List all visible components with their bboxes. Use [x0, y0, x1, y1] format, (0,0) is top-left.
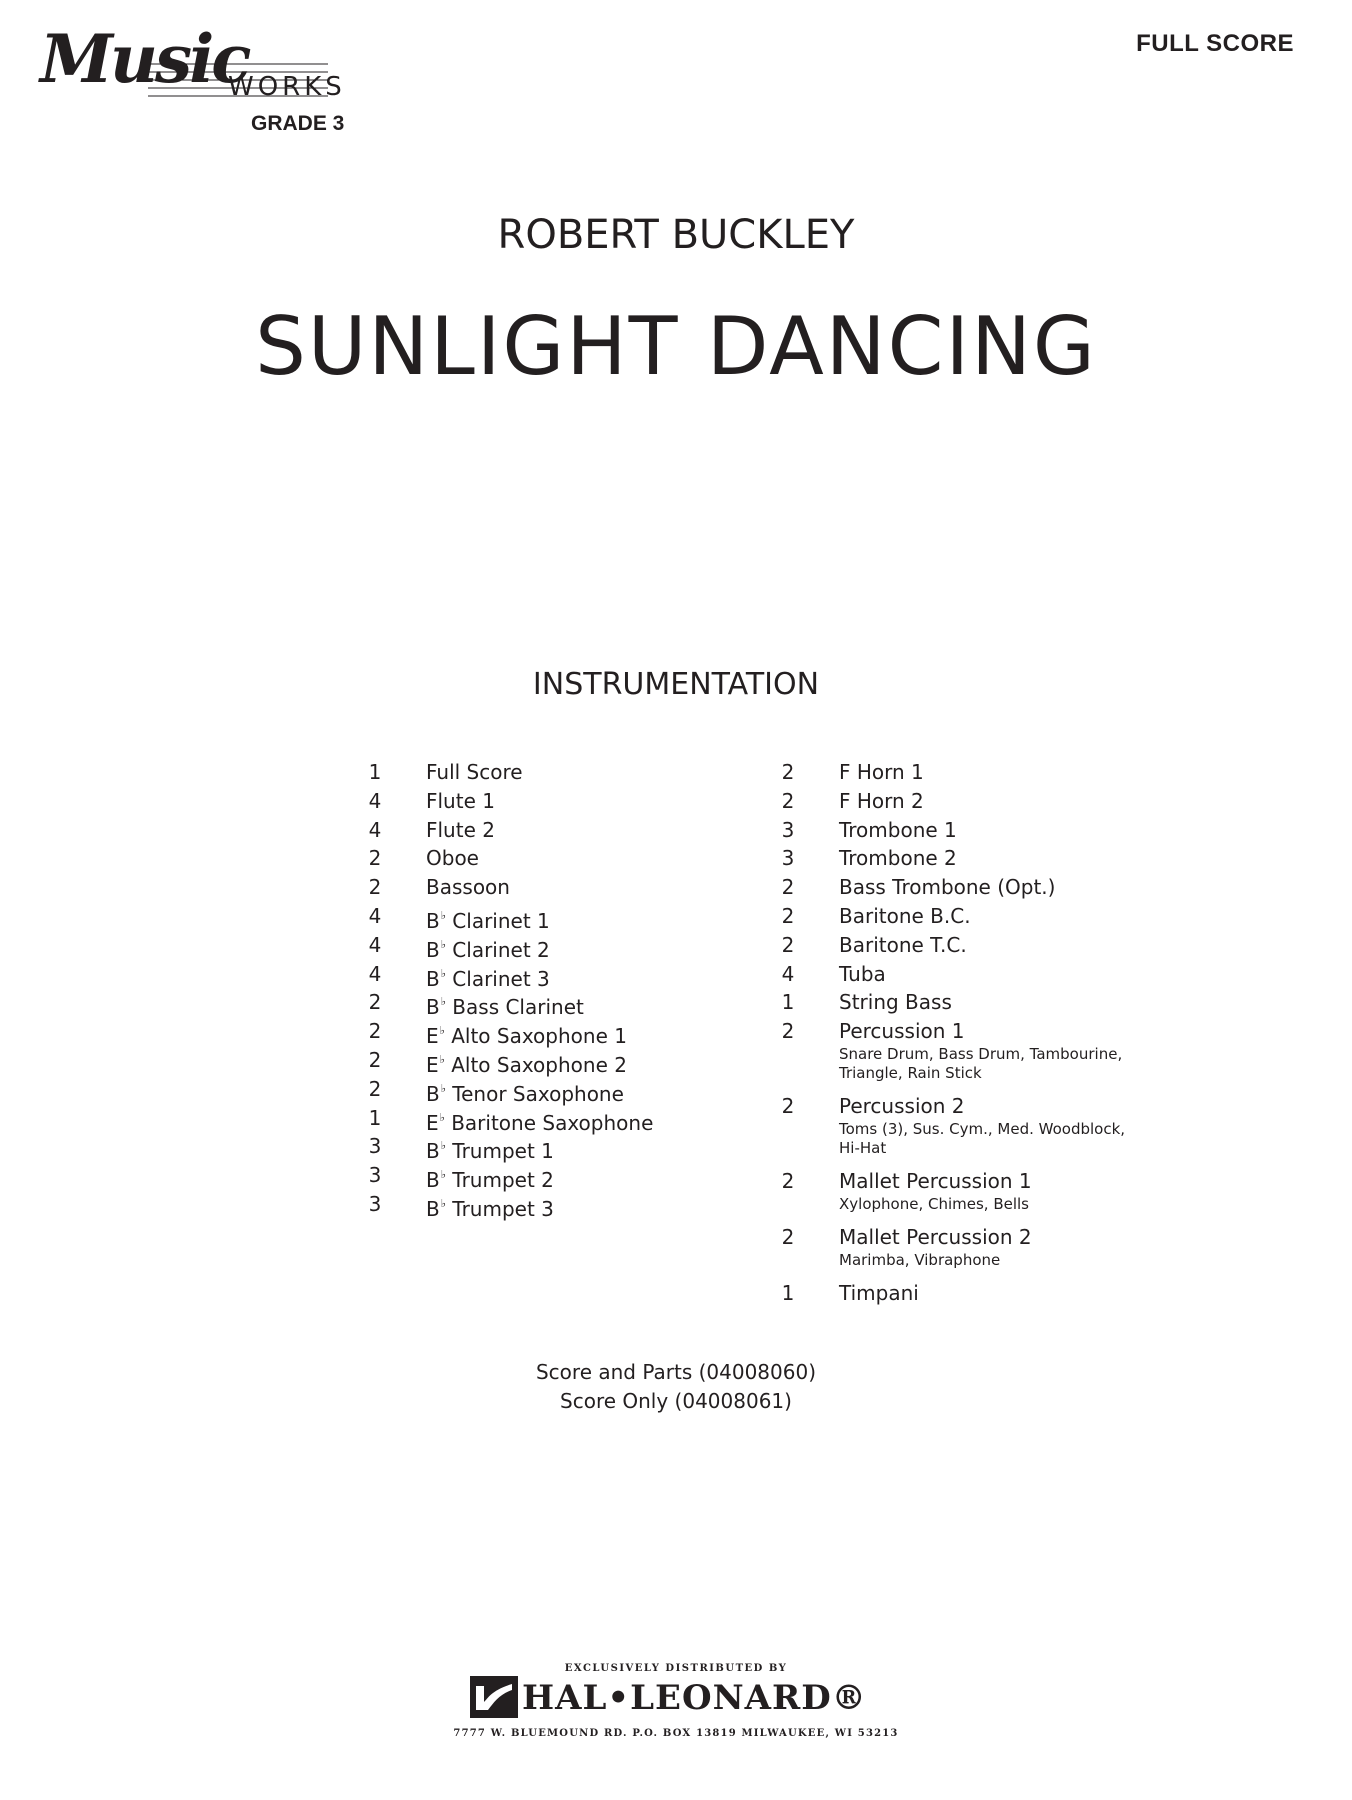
flat-symbol: ♭	[439, 1024, 445, 1038]
key-prefix: E	[426, 1052, 439, 1077]
flat-symbol: ♭	[440, 1196, 446, 1210]
instrument-row	[773, 844, 1139, 873]
score-type-label: FULL SCORE	[1136, 30, 1294, 57]
instrument-quantity: 4	[368, 932, 382, 957]
instrument-label: Trumpet 2	[452, 1168, 554, 1193]
instrument-quantity: 2	[368, 875, 382, 900]
flat-symbol: ♭	[439, 1110, 445, 1124]
instrument-quantity: 2	[781, 875, 795, 900]
key-prefix: E	[426, 1024, 439, 1049]
instrument-quantity: 2	[781, 1225, 795, 1250]
instrument-quantity: 4	[368, 817, 382, 842]
key-prefix: B	[426, 995, 440, 1020]
flat-symbol: ♭	[440, 1139, 446, 1153]
instrument-name	[773, 1167, 1139, 1223]
instrument-row	[773, 816, 1139, 845]
instrument-quantity: 2	[781, 932, 795, 957]
instrument-note: Marimba, Vibraphone	[839, 1251, 1001, 1270]
instrument-label: Trumpet 1	[452, 1139, 554, 1164]
instrument-name	[426, 844, 479, 872]
instrument-quantity: 2	[781, 1094, 795, 1119]
flat-symbol: ♭	[440, 908, 446, 922]
key-prefix: E	[426, 1110, 439, 1135]
key-prefix: B	[426, 937, 440, 962]
instrument-quantity: 3	[368, 1191, 382, 1216]
logo-works: WORKS	[228, 72, 346, 102]
instrument-quantity: 2	[368, 990, 382, 1015]
instrument-name: Baritone T.C.	[839, 932, 967, 957]
instrument-quantity: 3	[368, 1134, 382, 1159]
instrument-name: F Horn 1	[839, 760, 924, 784]
flat-symbol: ♭	[440, 1168, 446, 1182]
instrument-name: F Horn 2	[839, 788, 924, 813]
instrument-label: Mallet Percussion 2	[839, 1225, 1032, 1250]
hal-leonard-logo-icon	[470, 1676, 518, 1718]
instrument-name: Trombone 2	[839, 846, 957, 871]
instrument-row	[773, 960, 1139, 989]
instrument-quantity: 4	[781, 961, 795, 986]
instrument-name	[426, 1190, 554, 1223]
instrument-name	[773, 1223, 1139, 1279]
instrument-quantity: 3	[781, 817, 795, 842]
instrument-quantity: 1	[781, 1281, 795, 1306]
instrument-name	[426, 758, 523, 786]
instrument-quantity: 2	[368, 1019, 382, 1044]
instrument-row	[773, 931, 1139, 960]
instrument-row	[773, 1092, 1139, 1167]
instrument-label: Clarinet 3	[452, 966, 550, 991]
instrument-row	[773, 873, 1139, 902]
key-prefix: B	[426, 1081, 440, 1106]
score-only-label: Score Only (04008061)	[560, 1389, 792, 1413]
instrument-label: Full Score	[426, 760, 523, 784]
flat-symbol: ♭	[439, 1052, 445, 1066]
instrument-label: Flute 2	[426, 817, 495, 842]
instrument-name: Bass Trombone (Opt.)	[839, 875, 1056, 900]
instrument-row	[773, 988, 1139, 1017]
instrumentation-list-right	[773, 758, 1139, 1308]
instrument-quantity: 4	[368, 961, 382, 986]
instrument-quantity: 3	[781, 846, 795, 871]
instrument-label: Clarinet 1	[452, 908, 550, 933]
key-prefix: B	[426, 966, 440, 991]
instrument-label: Bass Clarinet	[452, 995, 584, 1020]
instrument-name: String Bass	[839, 990, 952, 1015]
instrument-quantity: 1	[368, 1105, 382, 1130]
instrument-quantity: 1	[781, 990, 795, 1015]
instrument-label: Mallet Percussion 1	[839, 1169, 1032, 1194]
publisher-address: 7777 W. BLUEMOUND RD. P.O. BOX 13819 MILWAUKEE, WI 53213	[453, 1728, 899, 1739]
instrument-note: Snare Drum, Bass Drum, Tambourine, Triangle, Rain Stick	[839, 1045, 1123, 1083]
instrument-name	[773, 1092, 1139, 1167]
instrument-name	[426, 816, 495, 844]
instrument-label: Percussion 1	[839, 1019, 965, 1044]
instrument-label: Oboe	[426, 846, 479, 871]
instrument-name: Baritone B.C.	[839, 903, 971, 928]
instrument-name: Tuba	[839, 961, 886, 986]
distributed-by-label: EXCLUSIVELY DISTRIBUTED BY	[564, 1663, 788, 1674]
instrument-row	[773, 1223, 1139, 1279]
instrument-quantity: 4	[368, 788, 382, 813]
instrumentation-heading: INSTRUMENTATION	[532, 667, 820, 702]
instrument-note: Toms (3), Sus. Cym., Med. Woodblock, Hi-Hat	[839, 1120, 1126, 1158]
musicworks-logo	[38, 20, 378, 142]
logo-script: Music	[40, 20, 249, 98]
instrument-quantity: 2	[781, 1169, 795, 1194]
composer-name: ROBERT BUCKLEY	[497, 212, 855, 258]
instrument-label: Flute 1	[426, 788, 495, 813]
instrument-quantity: 2	[781, 760, 795, 784]
instrument-row	[773, 758, 1139, 787]
instrument-label: Alto Saxophone 2	[451, 1052, 627, 1077]
instrument-quantity: 1	[368, 760, 382, 784]
instrument-name: Timpani	[839, 1281, 919, 1306]
flat-symbol: ♭	[440, 966, 446, 980]
instrument-name	[426, 873, 510, 901]
key-prefix: B	[426, 908, 440, 933]
instrument-label: Baritone Saxophone	[451, 1110, 654, 1135]
edition-info	[0, 1358, 1352, 1416]
instrument-quantity: 2	[368, 1076, 382, 1101]
instrument-quantity: 4	[368, 903, 382, 928]
instrument-label: Alto Saxophone 1	[451, 1024, 627, 1049]
instrument-label: Bassoon	[426, 875, 510, 900]
instrument-label: Percussion 2	[839, 1094, 965, 1119]
instrument-quantity: 3	[368, 1163, 382, 1188]
instrument-quantity: 2	[781, 788, 795, 813]
instrument-name: Trombone 1	[839, 817, 957, 842]
flat-symbol: ♭	[440, 1081, 446, 1095]
key-prefix: B	[426, 1196, 440, 1221]
instrument-name	[426, 787, 495, 815]
grade-label: GRADE 3	[251, 112, 345, 135]
instrument-label: Trumpet 3	[452, 1196, 554, 1221]
instrument-row	[773, 1017, 1139, 1092]
flat-symbol: ♭	[440, 995, 446, 1009]
publisher-logo	[470, 1676, 880, 1718]
instrument-row	[773, 1167, 1139, 1223]
instrument-row	[773, 1279, 1139, 1308]
flat-symbol: ♭	[440, 937, 446, 951]
instrument-label: Tenor Saxophone	[452, 1081, 624, 1106]
instrument-row	[773, 787, 1139, 816]
instrument-name	[773, 1017, 1139, 1092]
instrument-row	[773, 902, 1139, 931]
piece-title: SUNLIGHT DANCING	[255, 300, 1097, 393]
instrument-note: Xylophone, Chimes, Bells	[839, 1195, 1029, 1214]
key-prefix: B	[426, 1168, 440, 1193]
instrument-quantity: 2	[368, 1047, 382, 1072]
score-and-parts-label: Score and Parts (04008060)	[535, 1360, 817, 1384]
instrument-quantity: 2	[368, 846, 382, 871]
instrument-quantity: 2	[781, 903, 795, 928]
instrument-quantity: 2	[781, 1019, 795, 1044]
publisher-name: HAL•LEONARD®	[522, 1678, 867, 1718]
key-prefix: B	[426, 1139, 440, 1164]
instrument-label: Clarinet 2	[452, 937, 550, 962]
